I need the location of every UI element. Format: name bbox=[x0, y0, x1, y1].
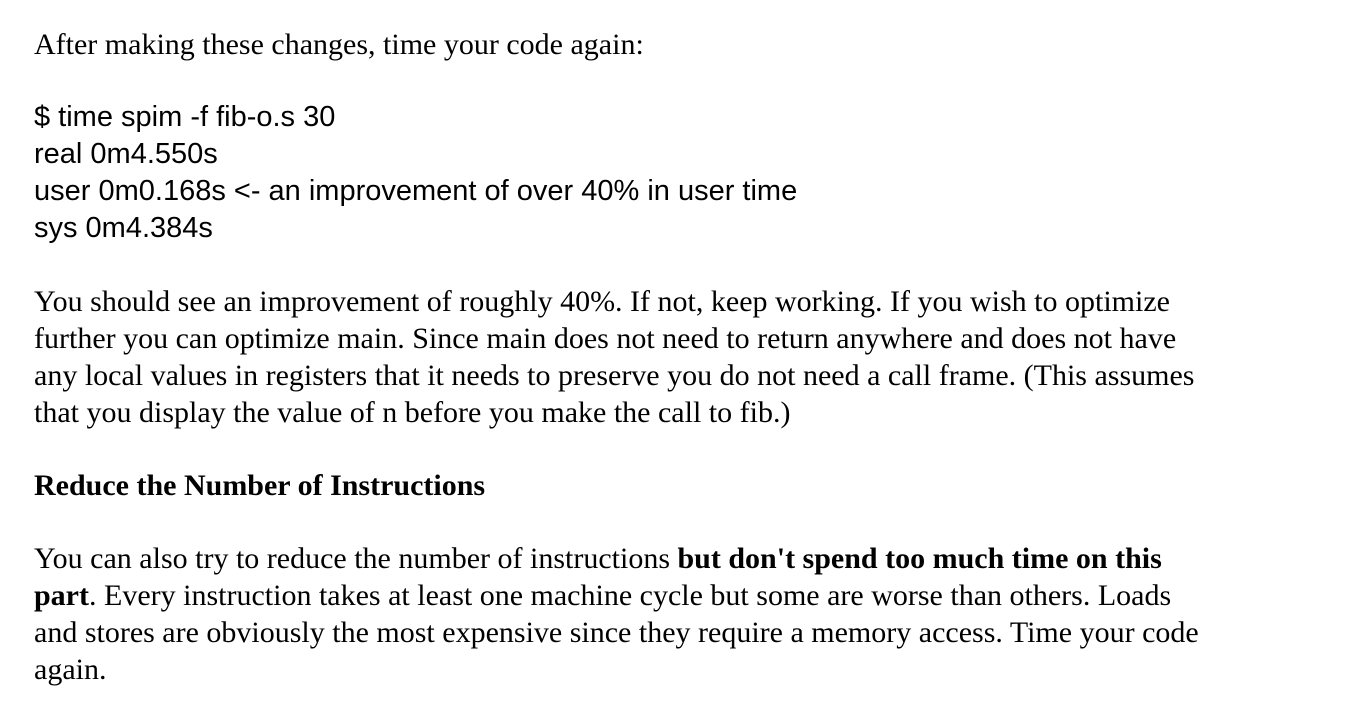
intro-text: After making these changes, time your code again: bbox=[34, 28, 644, 61]
paragraph-emphasis: but don't spend too much time on this bbox=[677, 542, 1162, 575]
section-heading: Reduce the Number of Instructions bbox=[34, 469, 486, 502]
paragraph-emphasis: part bbox=[34, 579, 89, 612]
paragraph-line: You should see an improvement of roughly 40%. If not, keep working. If you wish to optimize bbox=[34, 285, 1170, 318]
optimization-paragraph bbox=[34, 283, 1324, 431]
paragraph-line: again. bbox=[34, 653, 107, 686]
paragraph-line bbox=[34, 577, 1324, 614]
terminal-user-time: user 0m0.168s <- an improvement of over 40% in user time bbox=[34, 175, 798, 207]
terminal-sys-time: sys 0m4.384s bbox=[34, 212, 213, 244]
paragraph-text: You can also try to reduce the number of instructions bbox=[34, 542, 678, 575]
paragraph-line: and stores are obviously the most expensive since they require a memory access. Time your code bbox=[34, 616, 1199, 649]
terminal-real-time: real 0m4.550s bbox=[34, 138, 218, 170]
paragraph-line: that you display the value of n before you make the call to fib.) bbox=[34, 396, 791, 429]
instructions-paragraph bbox=[34, 540, 1324, 688]
paragraph-line: any local values in registers that it needs to preserve you do not need a call frame. (This assumes bbox=[34, 359, 1195, 392]
document-page bbox=[34, 26, 1324, 688]
terminal-command: $ time spim -f fib-o.s 30 bbox=[34, 101, 336, 133]
paragraph-line bbox=[34, 540, 1324, 577]
paragraph-text: . Every instruction takes at least one machine cycle but some are worse than others. Loads bbox=[89, 579, 1172, 612]
terminal-output bbox=[34, 99, 1324, 247]
paragraph-line: further you can optimize main. Since main does not need to return anywhere and does not have bbox=[34, 322, 1177, 355]
